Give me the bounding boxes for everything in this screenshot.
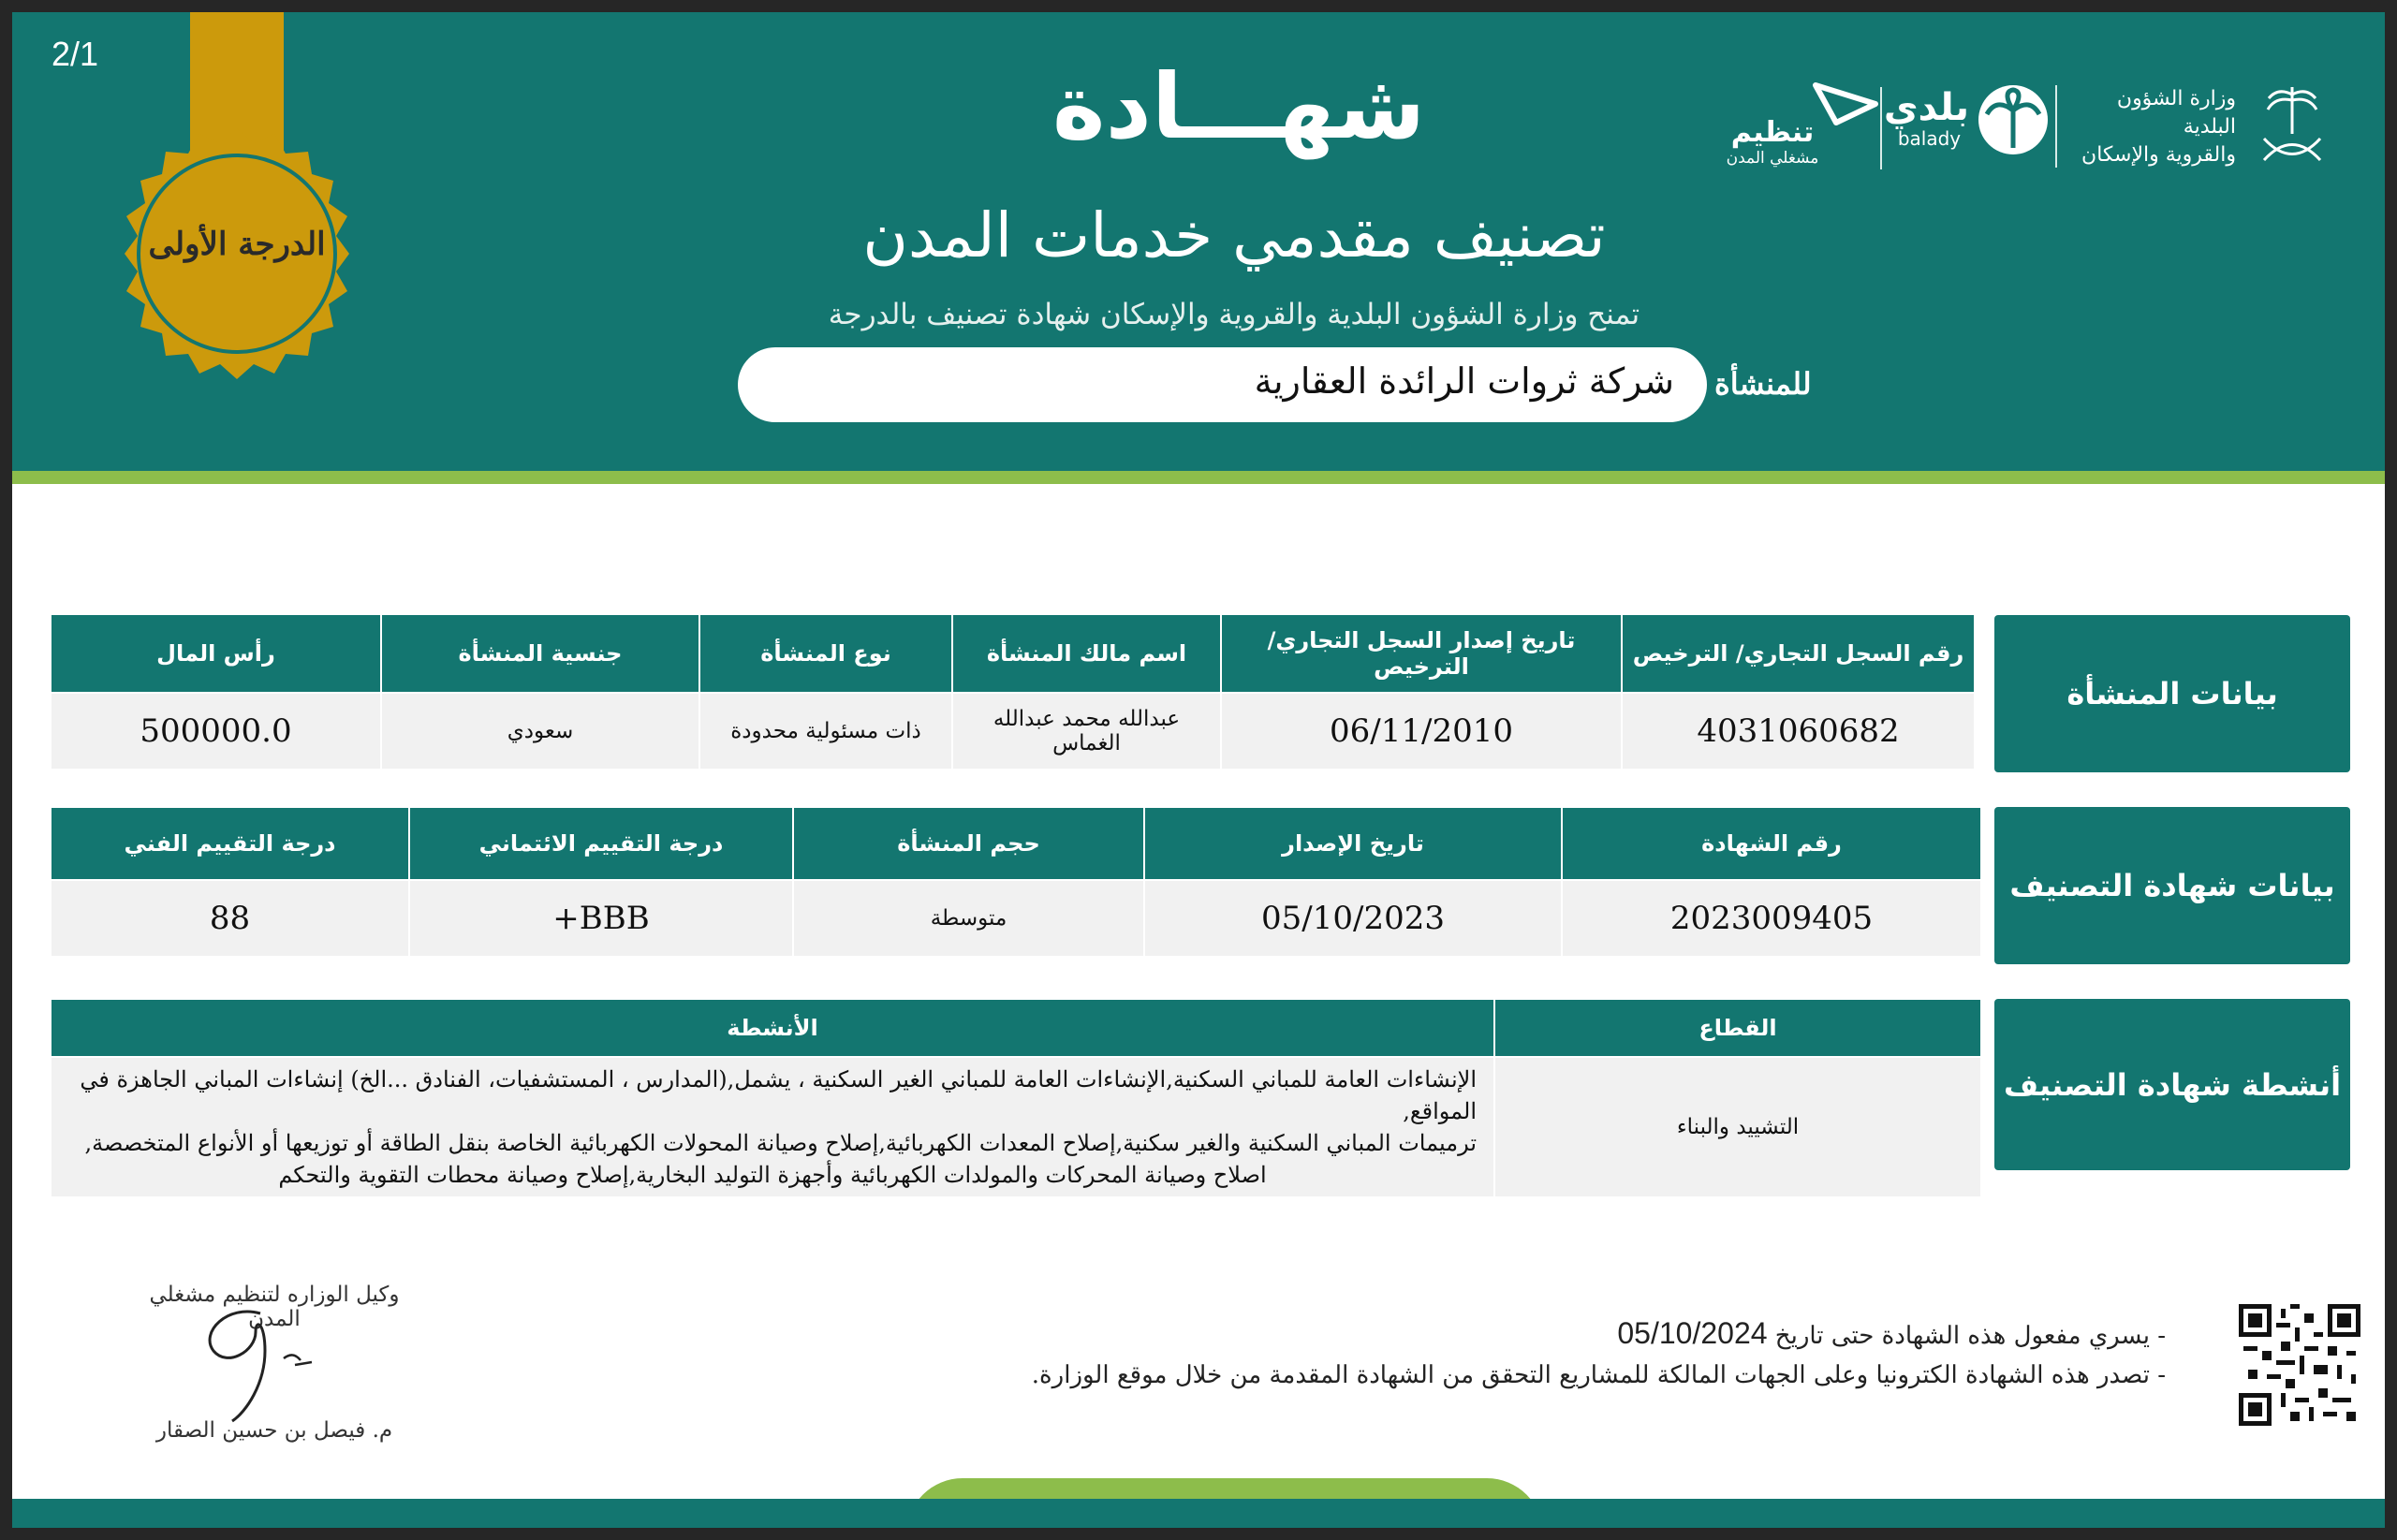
signatory-title: وكيل الوزاره لتنظيم مشغلي المدن (149, 1283, 400, 1331)
activity-line: اصلاح وصيانة المحركات والمولدات الكهربائية وأجهزة التوليد البخارية,إصلاح وصيانة محطات التقوية والتحكم (278, 1162, 1267, 1188)
establishment-table (50, 613, 1976, 770)
balady-ar: بلدي (1883, 86, 1969, 129)
establishment-section-title: بيانات المنشأة (1994, 615, 2350, 772)
technical-rating: 88 (51, 880, 409, 957)
balady-logo (1883, 86, 1969, 150)
header-technical-rating: درجة التقييم الفني (51, 807, 409, 880)
signature-icon (190, 1295, 349, 1435)
establishment-size: متوسطة (793, 880, 1144, 957)
header-cr-date: تاريخ إصدار السجل التجاري/ الترخيص (1221, 614, 1622, 693)
establishment-header-row (51, 614, 1975, 693)
activities-header-row (51, 999, 1981, 1057)
organization-name: شركة ثروات الرائدة العقارية (1254, 360, 1674, 402)
certificate-number: 2023009405 (1562, 880, 1981, 957)
grade-badge-label: الدرجة الأولى (148, 226, 326, 263)
header-accent-band (12, 471, 2385, 484)
header-capital: رأس المال (51, 614, 381, 693)
signatory-name: م. فيصل بن حسين الصقار (155, 1418, 393, 1443)
activities-value-row (51, 1057, 1981, 1197)
tanzeem-sub: مشغلي المدن (1726, 149, 1819, 168)
sector-value: التشييد والبناء (1494, 1057, 1981, 1197)
balady-en: balady (1897, 127, 1962, 150)
certificate-page (12, 12, 2385, 1528)
activities-list (51, 1057, 1494, 1197)
certificate-section-title: بيانات شهادة التصنيف (1994, 807, 2350, 964)
grant-text: تمنح وزارة الشؤون البلدية والقروية والإسكان شهادة تصنيف بالدرجة (828, 298, 1640, 331)
header-activities: الأنشطة (51, 999, 1494, 1057)
tanzeem-logo (1721, 117, 1824, 168)
header-nationality: جنسية المنشأة (381, 614, 699, 693)
credit-rating: BBB+ (409, 880, 793, 957)
validity-line-1 (995, 1313, 2166, 1356)
activities-table (50, 998, 1982, 1198)
header-size: حجم المنشأة (793, 807, 1144, 880)
establishment-type: ذات مسئولية محدودة (699, 693, 952, 770)
header-owner: اسم مالك المنشأة (952, 614, 1221, 693)
ministry-line-1: وزارة الشؤون البلدية (2116, 87, 2236, 139)
tanzeem-ar: تنظيم (1730, 116, 1815, 149)
activities-section-title: أنشطة شهادة التصنيف (1994, 999, 2350, 1170)
palm-tree-icon (1976, 82, 2051, 157)
page-number: 2/1 (51, 35, 99, 73)
header-sector: القطاع (1494, 999, 1981, 1057)
certificate-value-row (51, 880, 1981, 957)
cr-number: 4031060682 (1622, 693, 1975, 770)
qr-code-icon (2239, 1304, 2360, 1426)
ministry-emblem-icon (2245, 78, 2339, 171)
header-credit-rating: درجة التقييم الائتماني (409, 807, 793, 880)
organization-field (738, 347, 1707, 422)
header-certificate-number: رقم الشهادة (1562, 807, 1981, 880)
certificate-title: شهـــادة (1051, 54, 1426, 159)
header-cr-number: رقم السجل التجاري/ الترخيص (1622, 614, 1975, 693)
cr-date: 06/11/2010 (1221, 693, 1622, 770)
validity-text: - يسري مفعول هذه الشهادة حتى تاريخ (1774, 1322, 2166, 1350)
certificate-table (50, 806, 1982, 958)
header-issue-date: تاريخ الإصدار (1144, 807, 1562, 880)
ministry-line-2: والقروية والإسكان (2081, 143, 2236, 167)
logo-divider (2055, 85, 2057, 168)
validity-line-2: - تصدر هذه الشهادة الكترونيا وعلى الجهات المالكة للمشاريع التحقق من الشهادة المقدمة من خلال موقع الوزارة. (1031, 1361, 2166, 1389)
for-establishment-label: للمنشأة (1714, 366, 1812, 402)
activity-line: ترميمات المباني السكنية والغير سكنية,إصلاح المعدات الكهربائية,إصلاح وصيانة المحولات الكهربائية الخاصة بنقل الطاقة أو توزيعها أو الأنواع المتخصصة, (84, 1130, 1477, 1156)
nationality: سعودي (381, 693, 699, 770)
establishment-value-row (51, 693, 1975, 770)
footer-band (12, 1499, 2385, 1528)
activity-line: الإنشاءات العامة للمباني السكنية,الإنشاءات العامة للمباني الغير السكنية ، يشمل,(المدارس ، المستشفيات، الفنادق ...الخ) إنشاءات المباني الجاهزة في المواقع, (80, 1066, 1477, 1124)
certificate-header-row (51, 807, 1981, 880)
header-type: نوع المنشأة (699, 614, 952, 693)
owner-name: عبدالله محمد عبدالله الغماس (952, 693, 1221, 770)
certificate-subtitle: تصنيف مقدمي خدمات المدن (862, 199, 1606, 271)
validity-notes (995, 1313, 2166, 1395)
issue-date: 05/10/2023 (1144, 880, 1562, 957)
ministry-logo-text (2063, 85, 2236, 169)
capital: 500000.0 (51, 693, 381, 770)
validity-date: 05/10/2024 (1617, 1316, 1768, 1350)
